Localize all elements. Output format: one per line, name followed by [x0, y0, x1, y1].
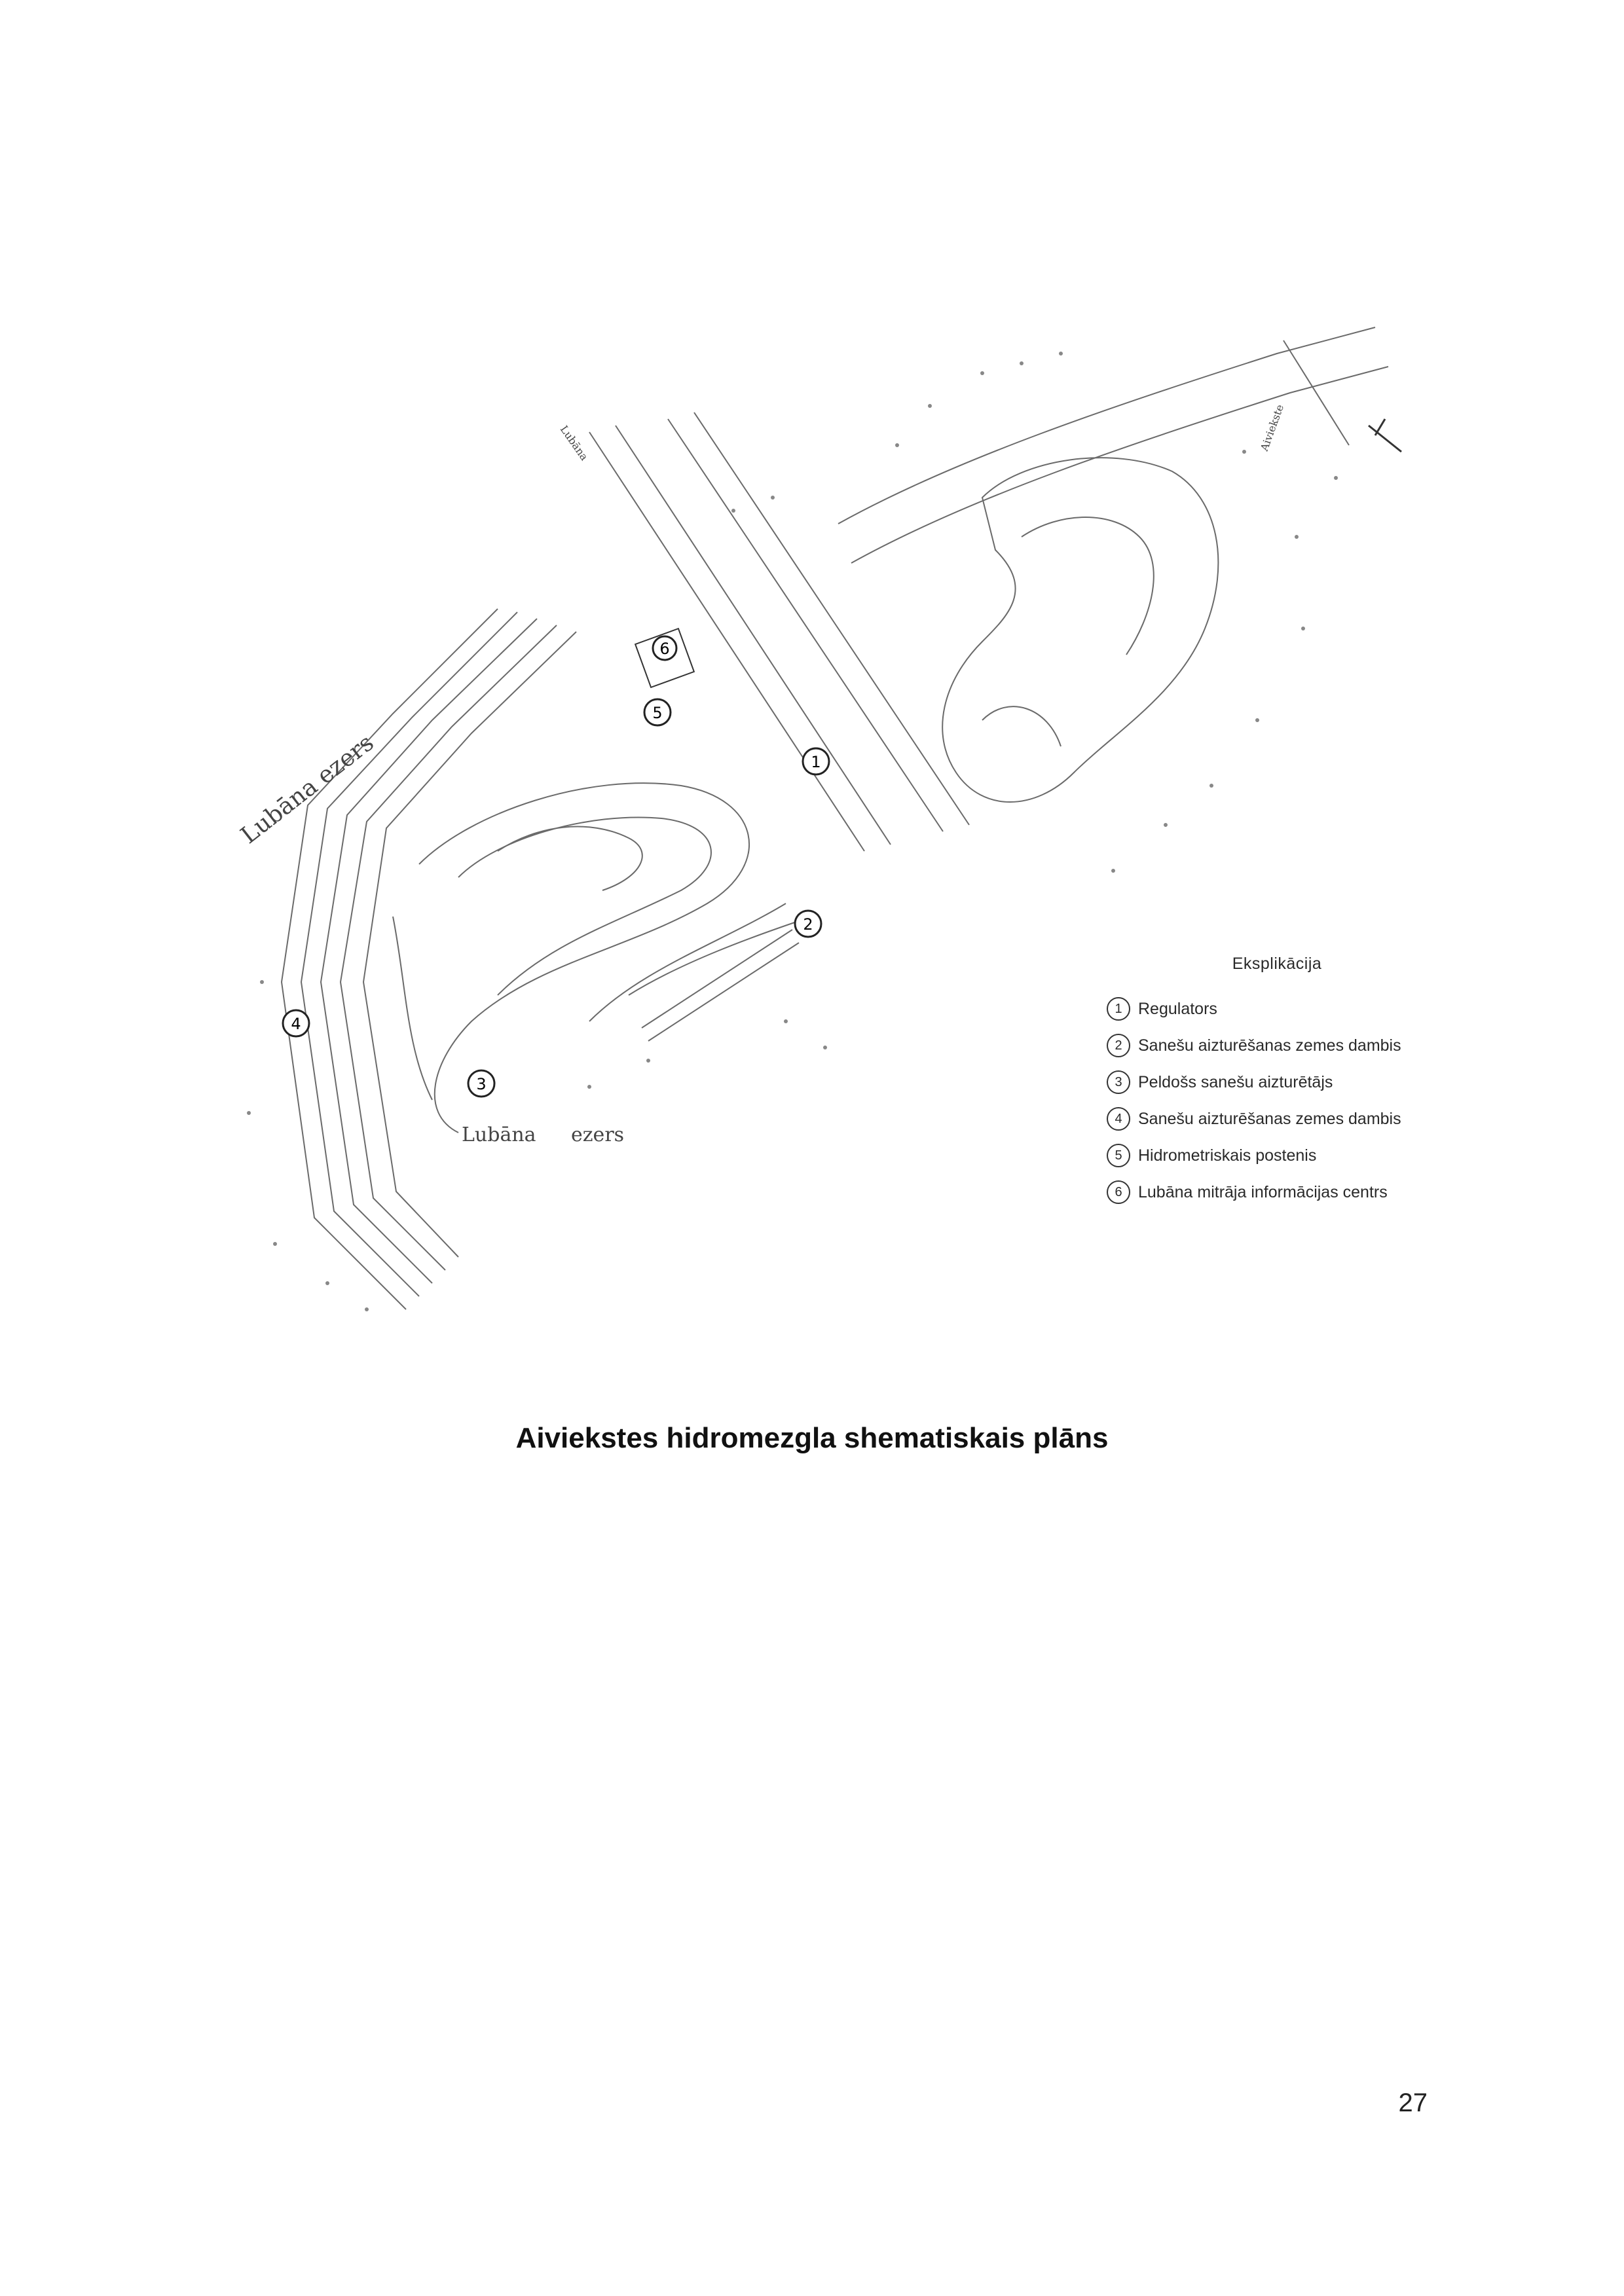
legend-item — [1107, 1101, 1473, 1137]
western-dam-contours — [282, 609, 576, 1309]
road-corridor — [589, 412, 969, 851]
aiviekste-river-banks — [838, 327, 1388, 563]
marker-3-label: 3 — [476, 1075, 487, 1093]
eastern-wetland-contours — [942, 458, 1218, 802]
legend-item — [1107, 1027, 1473, 1064]
legend-number: 6 — [1107, 1180, 1130, 1204]
legend-item — [1107, 991, 1473, 1027]
legend-label: Hidrometriskais postenis — [1138, 1146, 1317, 1165]
lake-label-lower-1: Lubāna — [462, 1123, 536, 1146]
marker-6-label: 6 — [659, 640, 670, 658]
page-number: 27 — [1398, 2088, 1428, 2117]
legend-label: Peldošs sanešu aizturētājs — [1138, 1072, 1333, 1091]
marker-3 — [468, 1070, 494, 1097]
figure-caption: Aiviekstes hidromezgla shematiskais plāns — [515, 1422, 1109, 1454]
marker-4 — [283, 1010, 309, 1036]
legend-number: 4 — [1107, 1107, 1130, 1131]
legend-label: Lubāna mitrāja informācijas centrs — [1138, 1182, 1388, 1201]
marker-2 — [795, 911, 821, 937]
north-arrow-icon — [1369, 419, 1401, 452]
map-markers — [283, 629, 829, 1097]
legend-number: 2 — [1107, 1034, 1130, 1057]
legend-label: Sanešu aizturēšanas zemes dambis — [1138, 1036, 1401, 1055]
lake-label-lower-2: ezers — [571, 1123, 625, 1146]
marker-5-label: 5 — [652, 704, 663, 722]
marker-1 — [803, 748, 829, 774]
legend-item — [1107, 1174, 1473, 1211]
river-label-lubana: Lubāna — [557, 423, 591, 463]
river-label-aiviekste: Aiviekste — [1257, 403, 1287, 453]
lake-label-upper: Lubāna ezers — [236, 729, 379, 850]
legend-item — [1107, 1137, 1473, 1174]
marker-5 — [644, 699, 671, 725]
marker-4-label: 4 — [291, 1015, 301, 1033]
legend-title: Eksplikācija — [1232, 955, 1322, 973]
dam-2-groin — [642, 930, 799, 1041]
legend-item — [1107, 1064, 1473, 1101]
legend-label: Regulators — [1138, 999, 1217, 1018]
legend-label: Sanešu aizturēšanas zemes dambis — [1138, 1109, 1401, 1128]
legend — [1107, 955, 1473, 1211]
legend-number: 1 — [1107, 997, 1130, 1021]
marker-6 — [635, 629, 694, 687]
marker-1-label: 1 — [811, 753, 821, 771]
legend-number: 3 — [1107, 1070, 1130, 1094]
legend-number: 5 — [1107, 1144, 1130, 1167]
marker-2-label: 2 — [803, 915, 813, 934]
